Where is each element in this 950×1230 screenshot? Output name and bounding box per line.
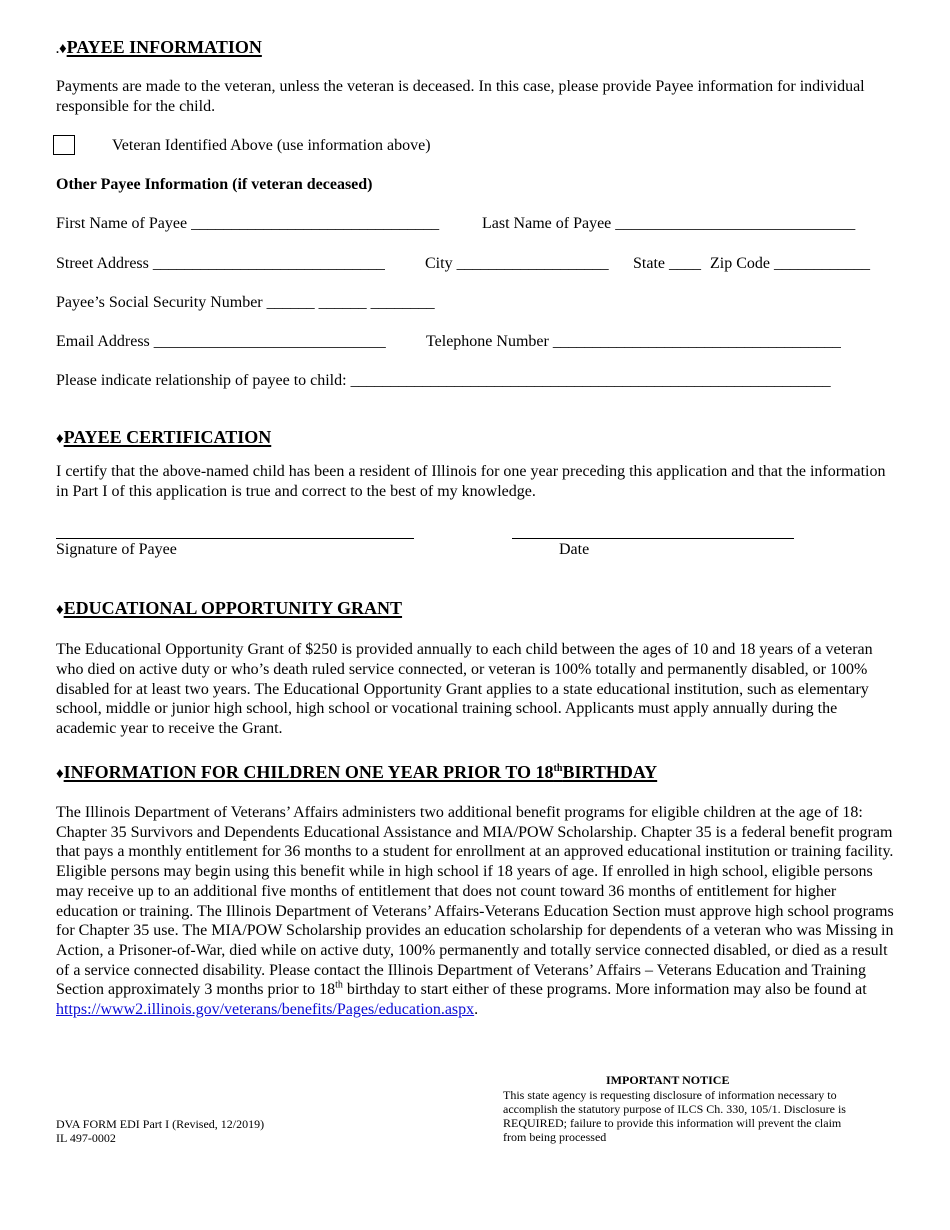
email-field[interactable]: Email Address _____________________________ — [56, 333, 386, 350]
last-name-field[interactable]: Last Name of Payee ______________________________ — [482, 215, 856, 232]
diamond-icon: ♦ — [59, 41, 67, 57]
diamond-icon: ♦ — [56, 766, 64, 782]
veteran-identified-checkbox[interactable] — [53, 135, 75, 155]
marker-dot: . — [56, 42, 59, 56]
payee-information-heading — [56, 36, 262, 60]
grant-heading — [56, 597, 402, 621]
signature-line[interactable] — [56, 538, 414, 539]
signature-label: Signature of Payee — [56, 541, 177, 558]
notice-text: This state agency is requesting disclosure of information necessary to accomplish the statutory purpose of ILCS Ch. 330, 105/1. Disclosure is REQUIRED; failure to provide this information will prevent the claim from being processed — [503, 1088, 846, 1144]
heading-text: EDUCATIONAL OPPORTUNITY GRANT — [63, 598, 403, 618]
diamond-icon: ♦ — [56, 431, 64, 447]
diamond-icon: ♦ — [56, 602, 64, 618]
children-text-end: . — [474, 1001, 479, 1019]
other-payee-heading: Other Payee Information (if veteran deceased) — [56, 176, 373, 193]
date-label: Date — [559, 541, 590, 558]
children-text-sup: th — [335, 980, 343, 991]
payee-certification-heading — [56, 426, 271, 450]
zip-code-field[interactable]: Zip Code ____________ — [710, 255, 870, 272]
certification-text: I certify that the above-named child has been a resident of Illinois for one year preceding this application and that the information in Part I of this application is true and correct to the best of my knowledge. — [56, 463, 886, 500]
form-id: DVA FORM EDI Part I (Revised, 12/2019) — [56, 1117, 265, 1131]
notice-title: IMPORTANT NOTICE — [606, 1073, 730, 1087]
telephone-field[interactable]: Telephone Number ____________________________________ — [426, 333, 841, 350]
children-text-part-b: birthday to start either of these programs. More information may also be found at — [342, 981, 867, 999]
heading-text: PAYEE CERTIFICATION — [63, 427, 272, 447]
heading-text-end: BIRTHDAY — [562, 762, 658, 782]
children-info-text — [56, 803, 894, 1020]
children-text-part-a: The Illinois Department of Veterans’ Affairs administers two additional benefit programs for eligible children at the age of 18: Chapter 35 Survivors and Dependents Educational Assistance and MIA/POW Scholarship. Chapter 35 is a federal benefit program that pays a monthly entitlement for 36 months to a student for enrollment at an approved educational institution or training facility. Eligible persons may begin using this benefit while in high school if 18 years of age. If enrolled in high school, eligible persons may receive up to an additional five months of entitlement that does not count toward 36 months of entitlement for higher education or training. The Illinois Department of Veterans’ Affairs-Veterans Education Section must approve high school programs for Chapter 35 use. The MIA/POW Scholarship provides an education scholarship for dependents of a veteran who was Missing in Action, a Prisoner-of-War, died while on active duty, 100% permanently and totally service connected disabled, or died as a result of a service connected disability. Please contact the Illinois Department of Veterans’ Affairs – Veterans Education and Training Section approximately 3 months prior to 18 — [56, 804, 894, 999]
relationship-field[interactable]: Please indicate relationship of payee to child: ____________________________________________________________ — [56, 372, 831, 389]
payee-intro-text: Payments are made to the veteran, unless the veteran is deceased. In this case, please provide Payee information for individual responsible for the child. — [56, 78, 865, 115]
heading-text: PAYEE INFORMATION — [66, 37, 262, 57]
form-code: IL 497-0002 — [56, 1131, 116, 1145]
grant-text: The Educational Opportunity Grant of $250 is provided annually to each child between the ages of 10 and 18 years of a veteran who died on active duty or who’s death ruled service connected, or veteran is 100% totally and permanently disabled, or 100% disabled for at least two years. The Educational Opportunity Grant applies to a state educational institution, such as elementary school, middle or junior high school, high school or vocational training school. Applicants must apply annually during the academic year to receive the Grant. — [56, 641, 873, 738]
heading-sup: th — [553, 763, 563, 774]
children-info-heading — [56, 761, 657, 785]
veteran-identified-label: Veteran Identified Above (use information above) — [112, 137, 431, 154]
date-line[interactable] — [512, 538, 794, 539]
ssn-field[interactable]: Payee’s Social Security Number ______ ______ ________ — [56, 294, 435, 311]
street-address-field[interactable]: Street Address _____________________________ — [56, 255, 385, 272]
city-field[interactable]: City ___________________ — [425, 255, 609, 272]
education-link[interactable]: https://www2.illinois.gov/veterans/benefits/Pages/education.aspx — [56, 1001, 475, 1019]
first-name-field[interactable]: First Name of Payee _______________________________ — [56, 215, 440, 232]
state-field[interactable]: State ____ — [633, 255, 701, 272]
heading-text: INFORMATION FOR CHILDREN ONE YEAR PRIOR TO 18 — [63, 762, 554, 782]
